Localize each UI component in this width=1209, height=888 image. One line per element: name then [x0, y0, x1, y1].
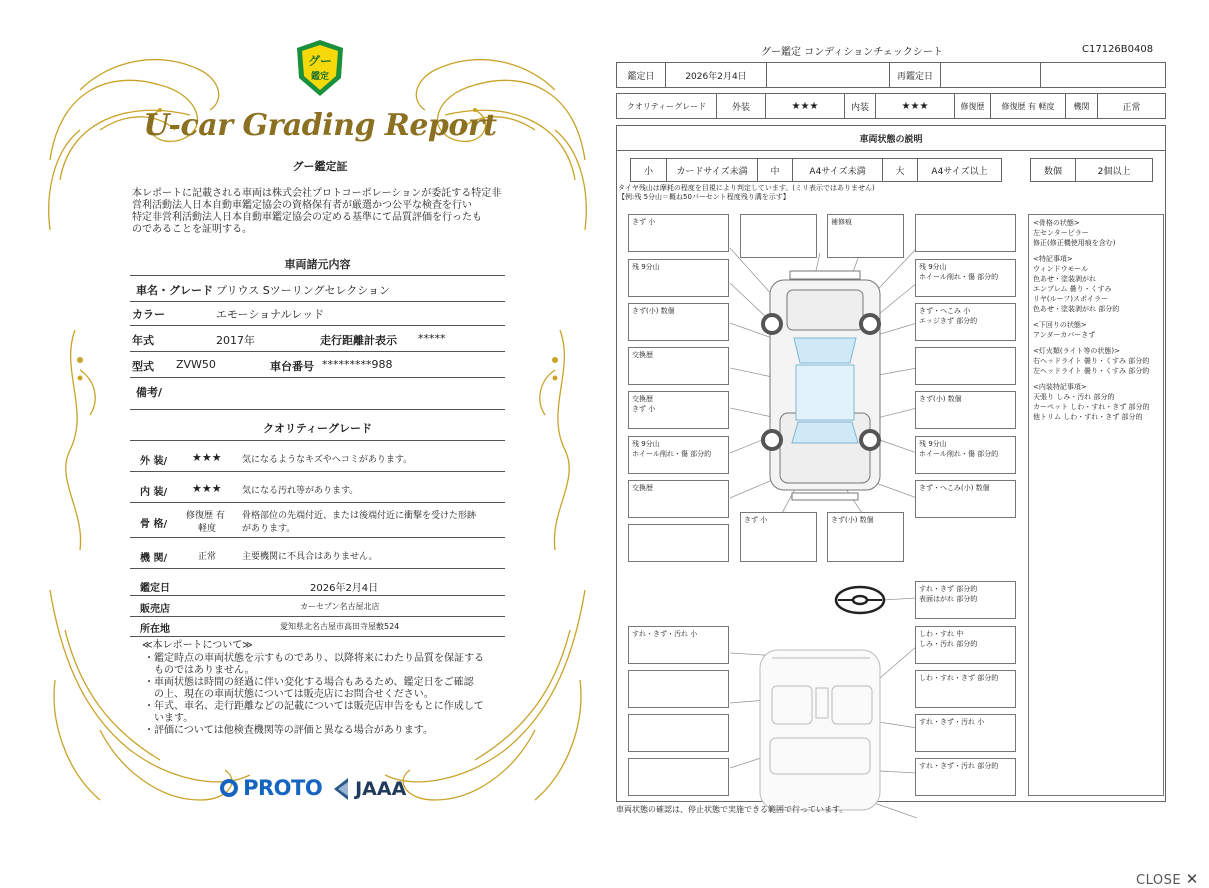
box-b16-line-1: きず・へこみ(小) 数個 — [919, 484, 990, 492]
damage-box-steering — [915, 581, 1016, 619]
interior-box-trunk-left — [628, 758, 729, 796]
legend-desc-large: A4サイズ以上 — [917, 158, 1002, 182]
note-7: エンブレム 曇り・くすみ — [1033, 285, 1112, 293]
interior-box-rear-left — [628, 714, 729, 752]
box-s1-line-2: 表面はがれ 部分的 — [919, 595, 978, 603]
damage-box-left-front-tire — [628, 259, 729, 297]
exterior-label: 外 装/ — [140, 456, 168, 467]
frame-note-2: があります。 — [242, 524, 296, 534]
box-b18-line-1: きず 小 — [744, 516, 768, 524]
box-b13-line-2: ホイール削れ・傷 部分的 — [632, 450, 712, 458]
model-value: ZVW50 — [176, 358, 216, 371]
remarks-row — [130, 379, 505, 410]
sheet-exterior-stars: ★★★ — [765, 93, 845, 119]
exterior-note: 気になるようなキズやヘコミがあります。 — [242, 455, 413, 465]
intro-line-4: のであることを証明する。 — [132, 224, 252, 235]
close-label: CLOSE — [1136, 873, 1182, 888]
dealer-value: カーセブン名古屋北店 — [300, 602, 380, 611]
jaaa-logo-text: JAAA — [355, 778, 407, 800]
box-i6-line-1: すれ・きず・汚れ 小 — [919, 718, 985, 726]
sheet-code: C17126B0408 — [1082, 44, 1154, 55]
note-6: 色あせ・塗装剥がれ — [1033, 275, 1096, 283]
sheet-interior-label: 内装 — [844, 93, 876, 119]
damage-box-right-front-tire — [915, 259, 1016, 297]
frame-grade-row — [130, 505, 505, 538]
note-0: <骨格の状態> — [1033, 219, 1080, 227]
chassis-label: 車台番号 — [270, 360, 314, 373]
box-i2-line-2: しみ・汚れ 部分的 — [919, 640, 978, 648]
damage-box-front-center-right — [827, 214, 904, 258]
spec-title-row — [130, 251, 505, 276]
damage-box-rear-center-left — [740, 512, 817, 562]
chassis-value: *********988 — [322, 358, 393, 371]
box-i1-line-1: すれ・きず・汚れ 小 — [632, 630, 698, 638]
close-icon: ✕ — [1185, 870, 1199, 888]
sheet-title: グー鑑定 コンディションチェックシート — [761, 47, 943, 58]
frame-value-1: 修復歴 有 — [186, 511, 225, 521]
note-20: カーペット しわ・すれ・きず 部分的 — [1033, 403, 1150, 411]
model-row — [130, 353, 505, 378]
sheet-interior-stars: ★★★ — [875, 93, 955, 119]
color-label: カラー — [132, 308, 165, 321]
box-b9-line-1: 交換歴 — [632, 351, 653, 359]
notes-title: ≪本レポートについて≫ — [142, 640, 253, 651]
note-18: <内装特記事項> — [1033, 383, 1087, 391]
damage-box-left-rear-door — [628, 391, 729, 429]
car-name-value: プリウス Sツーリングセレクション — [216, 284, 391, 297]
jaaa-logo — [332, 776, 406, 806]
sheet-repair-value: 修復歴 有 軽度 — [990, 93, 1066, 119]
damage-box-left-rear-tire — [628, 436, 729, 474]
grading-certificate — [40, 30, 595, 820]
damage-box-rear-left-corner — [628, 524, 729, 562]
note-2: 修正(修正機使用痕を含む) — [1033, 239, 1116, 247]
goo-kantei-badge — [293, 38, 347, 98]
certificate-heading: グー鑑定証 — [292, 160, 348, 173]
note-4: <特記事項> — [1033, 255, 1073, 263]
legend-size-large: 大 — [882, 158, 918, 182]
damage-box-front-center — [740, 214, 817, 258]
interior-note: 気になる汚れ等があります。 — [242, 486, 359, 496]
note-11: <下回りの状態> — [1033, 321, 1087, 329]
damage-box-left-front-door — [628, 347, 729, 385]
damage-box-rear-center-right — [827, 512, 904, 562]
engine-note: 主要機関に不具合はありません。 — [242, 552, 378, 562]
interior-grade-row — [130, 474, 505, 503]
frame-label: 骨 格/ — [140, 519, 168, 530]
intro-line-2: 営利活動法人日本自動車鑑定協会の資格保有者が厳選かつ公平な検査を行い — [132, 200, 472, 211]
note-5: ウィンドウモール — [1033, 265, 1089, 273]
note-15: 右ヘッドライト 曇り・くすみ 部分的 — [1033, 357, 1150, 365]
year-row — [130, 327, 505, 352]
box-b14-line-2: ホイール削れ・傷 部分的 — [919, 450, 999, 458]
box-i8-line-1: すれ・きず・汚れ 部分的 — [919, 762, 999, 770]
damage-box-right-rear-fender — [915, 480, 1016, 518]
note-14: <灯火類(ライト等の状態)> — [1033, 347, 1120, 355]
color-value: エモーショナルレッド — [216, 308, 325, 321]
car-name-row — [130, 277, 505, 302]
legend-desc-medium: A4サイズ未満 — [792, 158, 883, 182]
frame-note-1: 骨格部位の先端付近、または後端付近に衝撃を受けた形跡 — [242, 511, 477, 521]
proto-logo-text: PROTO — [243, 776, 323, 800]
date-label: 鑑定日 — [140, 583, 170, 594]
appraisal-date-value: 2026年2月4日 — [665, 62, 767, 88]
note-line-7: ・評価については他検査機関等の評価と異なる場合があります。 — [144, 725, 433, 736]
interior-box-dashboard — [628, 626, 729, 664]
model-label: 型式 — [132, 360, 154, 373]
special-notes-panel — [1028, 214, 1164, 796]
quality-title: クオリティーグレード — [263, 422, 372, 435]
address-value: 愛知県北名古屋市高田寺屋敷524 — [280, 622, 400, 631]
box-i2-line-1: しわ・すれ 中 — [919, 630, 964, 638]
badge-bottom-text: 鑑定 — [310, 72, 329, 82]
interior-stars: ★★★ — [192, 482, 222, 495]
damage-box-front-left-corner — [628, 214, 729, 252]
box-b14-line-1: 残 9分山 — [919, 440, 947, 448]
note-8: リヤ(ルーフ)スポイラー — [1033, 295, 1108, 303]
box-b8-line-2: エッジきず 部分的 — [919, 317, 978, 325]
year-label: 年式 — [132, 334, 154, 347]
sheet-repair-label: 修復歴 — [954, 93, 991, 119]
interior-box-rear-seat — [915, 714, 1016, 752]
frame-value-2: 軽度 — [198, 524, 217, 534]
note-line-5: ・年式、車名、走行距離などの記載については販売店申告をもとに作成して — [144, 701, 484, 712]
quality-title-row — [130, 412, 505, 441]
exterior-grade-row — [130, 443, 505, 472]
proto-logo — [220, 776, 322, 806]
tire-note-2: 【例:残 5分山＝概ね50パーセント程度残り溝を示す】 — [618, 193, 790, 201]
appraisal-date-label: 鑑定日 — [616, 62, 666, 88]
address-row — [130, 616, 505, 637]
sheet-engine-value: 正常 — [1097, 93, 1166, 119]
note-line-2: ものではありません。 — [144, 665, 255, 676]
legend-size-medium: 中 — [757, 158, 793, 182]
sheet-footer: 車両状態の確認は、停止状態で実施できる範囲で行っています。 — [616, 805, 848, 814]
note-line-4: の上、現在の車両状態については販売店にお問合せください。 — [144, 689, 434, 700]
box-b13-line-1: 残 9分山 — [632, 440, 660, 448]
damage-box-left-front-fender — [628, 303, 729, 341]
box-b5-line-1: 残 9分山 — [632, 263, 660, 271]
box-b3-line-1: 補修痕 — [831, 218, 852, 226]
box-b15-line-1: 交換歴 — [632, 484, 653, 492]
box-b19-line-1: きず(小) 数個 — [831, 516, 874, 524]
mileage-value: ***** — [418, 332, 446, 345]
tire-note-1: タイヤ残山は摩耗の程度を目視により判定しています。(ミリ表示ではありません) — [618, 184, 875, 192]
mileage-label: 走行距離計表示 — [320, 334, 397, 347]
note-9: 色あせ・塗装剥がれ 部分的 — [1033, 305, 1120, 313]
box-i4-line-1: しわ・すれ・きず 部分的 — [919, 674, 999, 682]
state-title: 車両状態の説明 — [859, 135, 923, 145]
exterior-stars: ★★★ — [192, 451, 222, 464]
damage-box-right-rear-tire — [915, 436, 1016, 474]
legend-count-desc: 2個以上 — [1075, 158, 1153, 182]
box-b6-line-2: ホイール削れ・傷 部分的 — [919, 273, 999, 281]
note-12: アンダーカバーきず — [1033, 331, 1096, 339]
box-b11-line-1: 交換歴 — [632, 395, 653, 403]
interior-box-driver-seat — [915, 626, 1016, 664]
legend-count-label: 数個 — [1030, 158, 1076, 182]
sheet-engine-label: 機関 — [1065, 93, 1098, 119]
interior-box-trunk — [915, 758, 1016, 796]
spec-title: 車両諸元内容 — [284, 258, 351, 271]
dealer-row — [130, 596, 505, 617]
box-s1-line-1: すれ・きず 部分的 — [919, 585, 978, 593]
damage-box-right-front-door — [915, 347, 1016, 385]
damage-box-left-rear-fender — [628, 480, 729, 518]
address-label: 所在地 — [140, 624, 170, 635]
note-1: 左センターピラー — [1033, 229, 1089, 237]
remarks-label: 備考/ — [136, 386, 163, 399]
reappraisal-label: 再鑑定日 — [889, 62, 941, 88]
intro-line-1: 本レポートに記載される車両は株式会社プロトコーポレーションが委託する特定非 — [132, 188, 502, 199]
damage-box-right-front-fender — [915, 303, 1016, 341]
steering-wheel-icon — [836, 587, 884, 613]
damage-box-front-right-corner — [915, 214, 1016, 252]
engine-grade-row — [130, 540, 505, 569]
jaaa-mark-icon — [332, 776, 350, 802]
box-b7-line-1: きず(小) 数個 — [632, 307, 675, 315]
interior-box-console — [915, 670, 1016, 708]
box-b6-line-1: 残 9分山 — [919, 263, 947, 271]
script-title: U-car Grading Report — [143, 108, 497, 143]
box-b8-line-1: きず・へこみ 小 — [919, 307, 971, 315]
year-value: 2017年 — [216, 334, 255, 347]
legend-size-small: 小 — [630, 158, 667, 182]
interior-label: 内 装/ — [140, 487, 168, 498]
engine-label: 機 関/ — [140, 553, 168, 564]
note-line-1: ・鑑定時点の車両状態を示すものであり、以降将来にわたり品質を保証する — [144, 653, 484, 664]
badge-top-text: グー — [307, 54, 332, 68]
color-row — [130, 301, 505, 326]
engine-value: 正常 — [198, 552, 217, 562]
date-row — [130, 575, 505, 596]
note-19: 天張り しみ・汚れ 部分的 — [1033, 393, 1115, 401]
damage-box-right-rear-door — [915, 391, 1016, 429]
proto-mark-icon — [220, 779, 238, 797]
legend-desc-small: カードサイズ未満 — [666, 158, 758, 182]
intro-line-3: 特定非営利活動法人日本自動車鑑定協会の定める基準にて品質評価を行ったも — [132, 212, 482, 223]
close-button[interactable] — [1136, 870, 1199, 888]
date-value: 2026年2月4日 — [310, 583, 379, 594]
note-16: 左ヘッドライト 曇り・くすみ 部分的 — [1033, 367, 1150, 375]
box-b1-line-1: きず 小 — [632, 218, 656, 226]
quality-grade-label: クオリティーグレード — [616, 93, 717, 119]
car-name-label: 車名・グレード — [136, 284, 213, 297]
dealer-label: 販売店 — [140, 604, 170, 615]
condition-check-sheet — [612, 38, 1172, 818]
note-line-3: ・車両状態は時間の経過に伴い変化する場合もあるため、鑑定日をご確認 — [144, 677, 474, 688]
box-b12-line-1: きず(小) 数個 — [919, 395, 962, 403]
note-21: 他トリム しわ・すれ・きず 部分的 — [1033, 413, 1143, 421]
sheet-exterior-label: 外装 — [716, 93, 766, 119]
interior-box-passenger-seat — [628, 670, 729, 708]
box-b11-line-2: きず 小 — [632, 405, 656, 413]
note-line-6: います。 — [144, 713, 194, 724]
